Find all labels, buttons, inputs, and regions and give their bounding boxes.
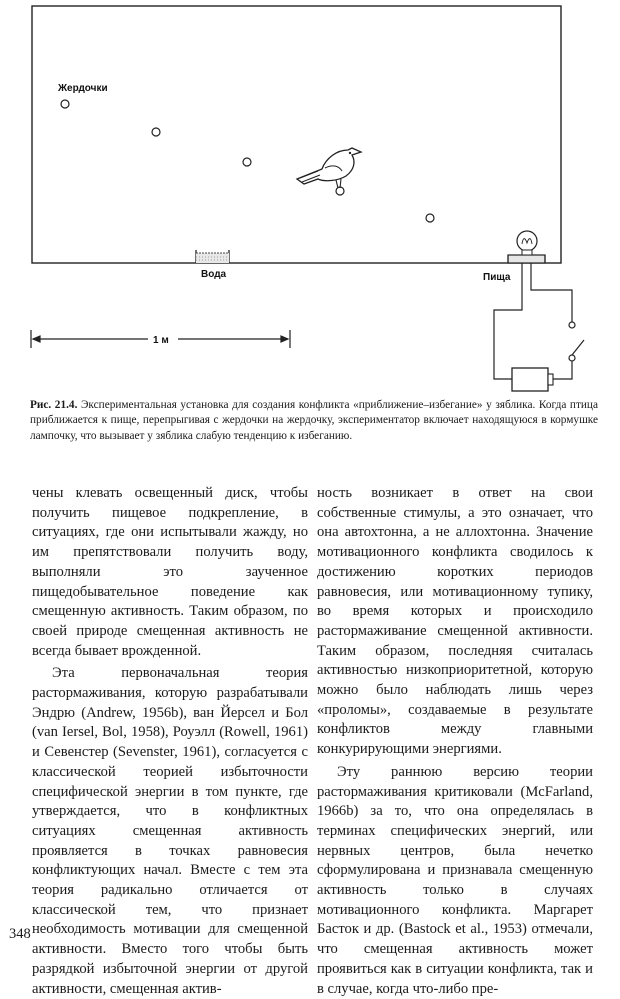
water-tray xyxy=(196,250,229,263)
food-hopper xyxy=(508,255,545,263)
food-label: Пища xyxy=(483,272,511,283)
perch xyxy=(243,158,251,166)
perches-label: Жердочки xyxy=(58,83,108,94)
caption-label: Рис. 21.4. xyxy=(30,399,78,411)
figure xyxy=(0,0,620,395)
right-column xyxy=(317,484,593,999)
paragraph: Эту раннюю версию теории растормаживания критиковали (McFarland, 1966b) за то, что она определялась в терминах специфических энергий, или нервных центров, была нечетко сформулирована и признавала смещенную активность только в случаях мотивационного конфликта. Маргарет Басток и др. (Bastock et al., 1953) отмечали, что смещенная активность может проявиться как в ситуации конфликта, так и в случае, когда что-либо пре- xyxy=(317,763,593,997)
experimental-setup-diagram xyxy=(0,0,620,395)
battery-icon xyxy=(512,368,553,391)
paragraph: ность возникает в ответ на свои собственные стимулы, а это означает, что она автохтонна, а не аллохтонна. Значение мотивационного конфликта сводилось к достижению коротких периодов равновесия, или мотивационному тупику, во время которых и происходило растормаживание смещенной активности. Таким образом, последняя считалась активностью низкоприоритетной, которую можно было наблюдать лишь через «проломы», создаваемые в результате конфликтов между главными конкурирующими энергиями. xyxy=(317,485,593,758)
finch-bird-icon xyxy=(297,148,361,188)
scale-label: 1 м xyxy=(153,335,169,346)
water-label: Вода xyxy=(201,269,227,280)
lamp-bulb-icon xyxy=(517,231,537,255)
caption-text: Экспериментальная установка для создания конфликта «приближение–избегание» у зяблика. Когда птица приближается к пище, перепрыгивая с жердочки на жердочку, экспериментатор включает находящуюся в кормушке лампочку, что вызывает у зяблика слабую тенденцию к избеганию. xyxy=(30,399,598,442)
perch xyxy=(336,187,344,195)
left-column xyxy=(32,484,308,999)
cage-outline xyxy=(32,6,561,263)
perch xyxy=(426,214,434,222)
figure-caption xyxy=(30,398,598,444)
perch xyxy=(61,100,69,108)
paragraph: чены клевать освещенный диск, чтобы получить пищевое подкрепление, в ситуациях, где они испытывали жажду, но им препятствовали получить воду, выполняли это заученное пищедобывательное поведение как смещенную активность. Таким образом, по своей природе смещенная активность не всегда бывает врожденной. xyxy=(32,485,308,659)
paragraph: Эта первоначальная теория растормаживания, которую разрабатывали Эндрю (Andrew, 1956b), ван Йерсел и Бол (van Iersel, Bol, 1958), Роуэлл (Rowell, 1961) и Севенстер (Sevenster, 1961), согласуется с классической теорией избыточности специфической энергии в том пункте, где утверждается, что в конфликтных ситуациях смещенная активность проявляется в точках равновесия конфликтующих начал. Вместе с тем эта теория радикально отличается от классической тем, что признает необходимость мотивации для смещенной активности. Вместо того чтобы быть разрядкой избыточной энергии от другой активности, смещенная актив- xyxy=(32,665,308,997)
perch xyxy=(152,128,160,136)
page-number: 348 xyxy=(9,926,31,942)
